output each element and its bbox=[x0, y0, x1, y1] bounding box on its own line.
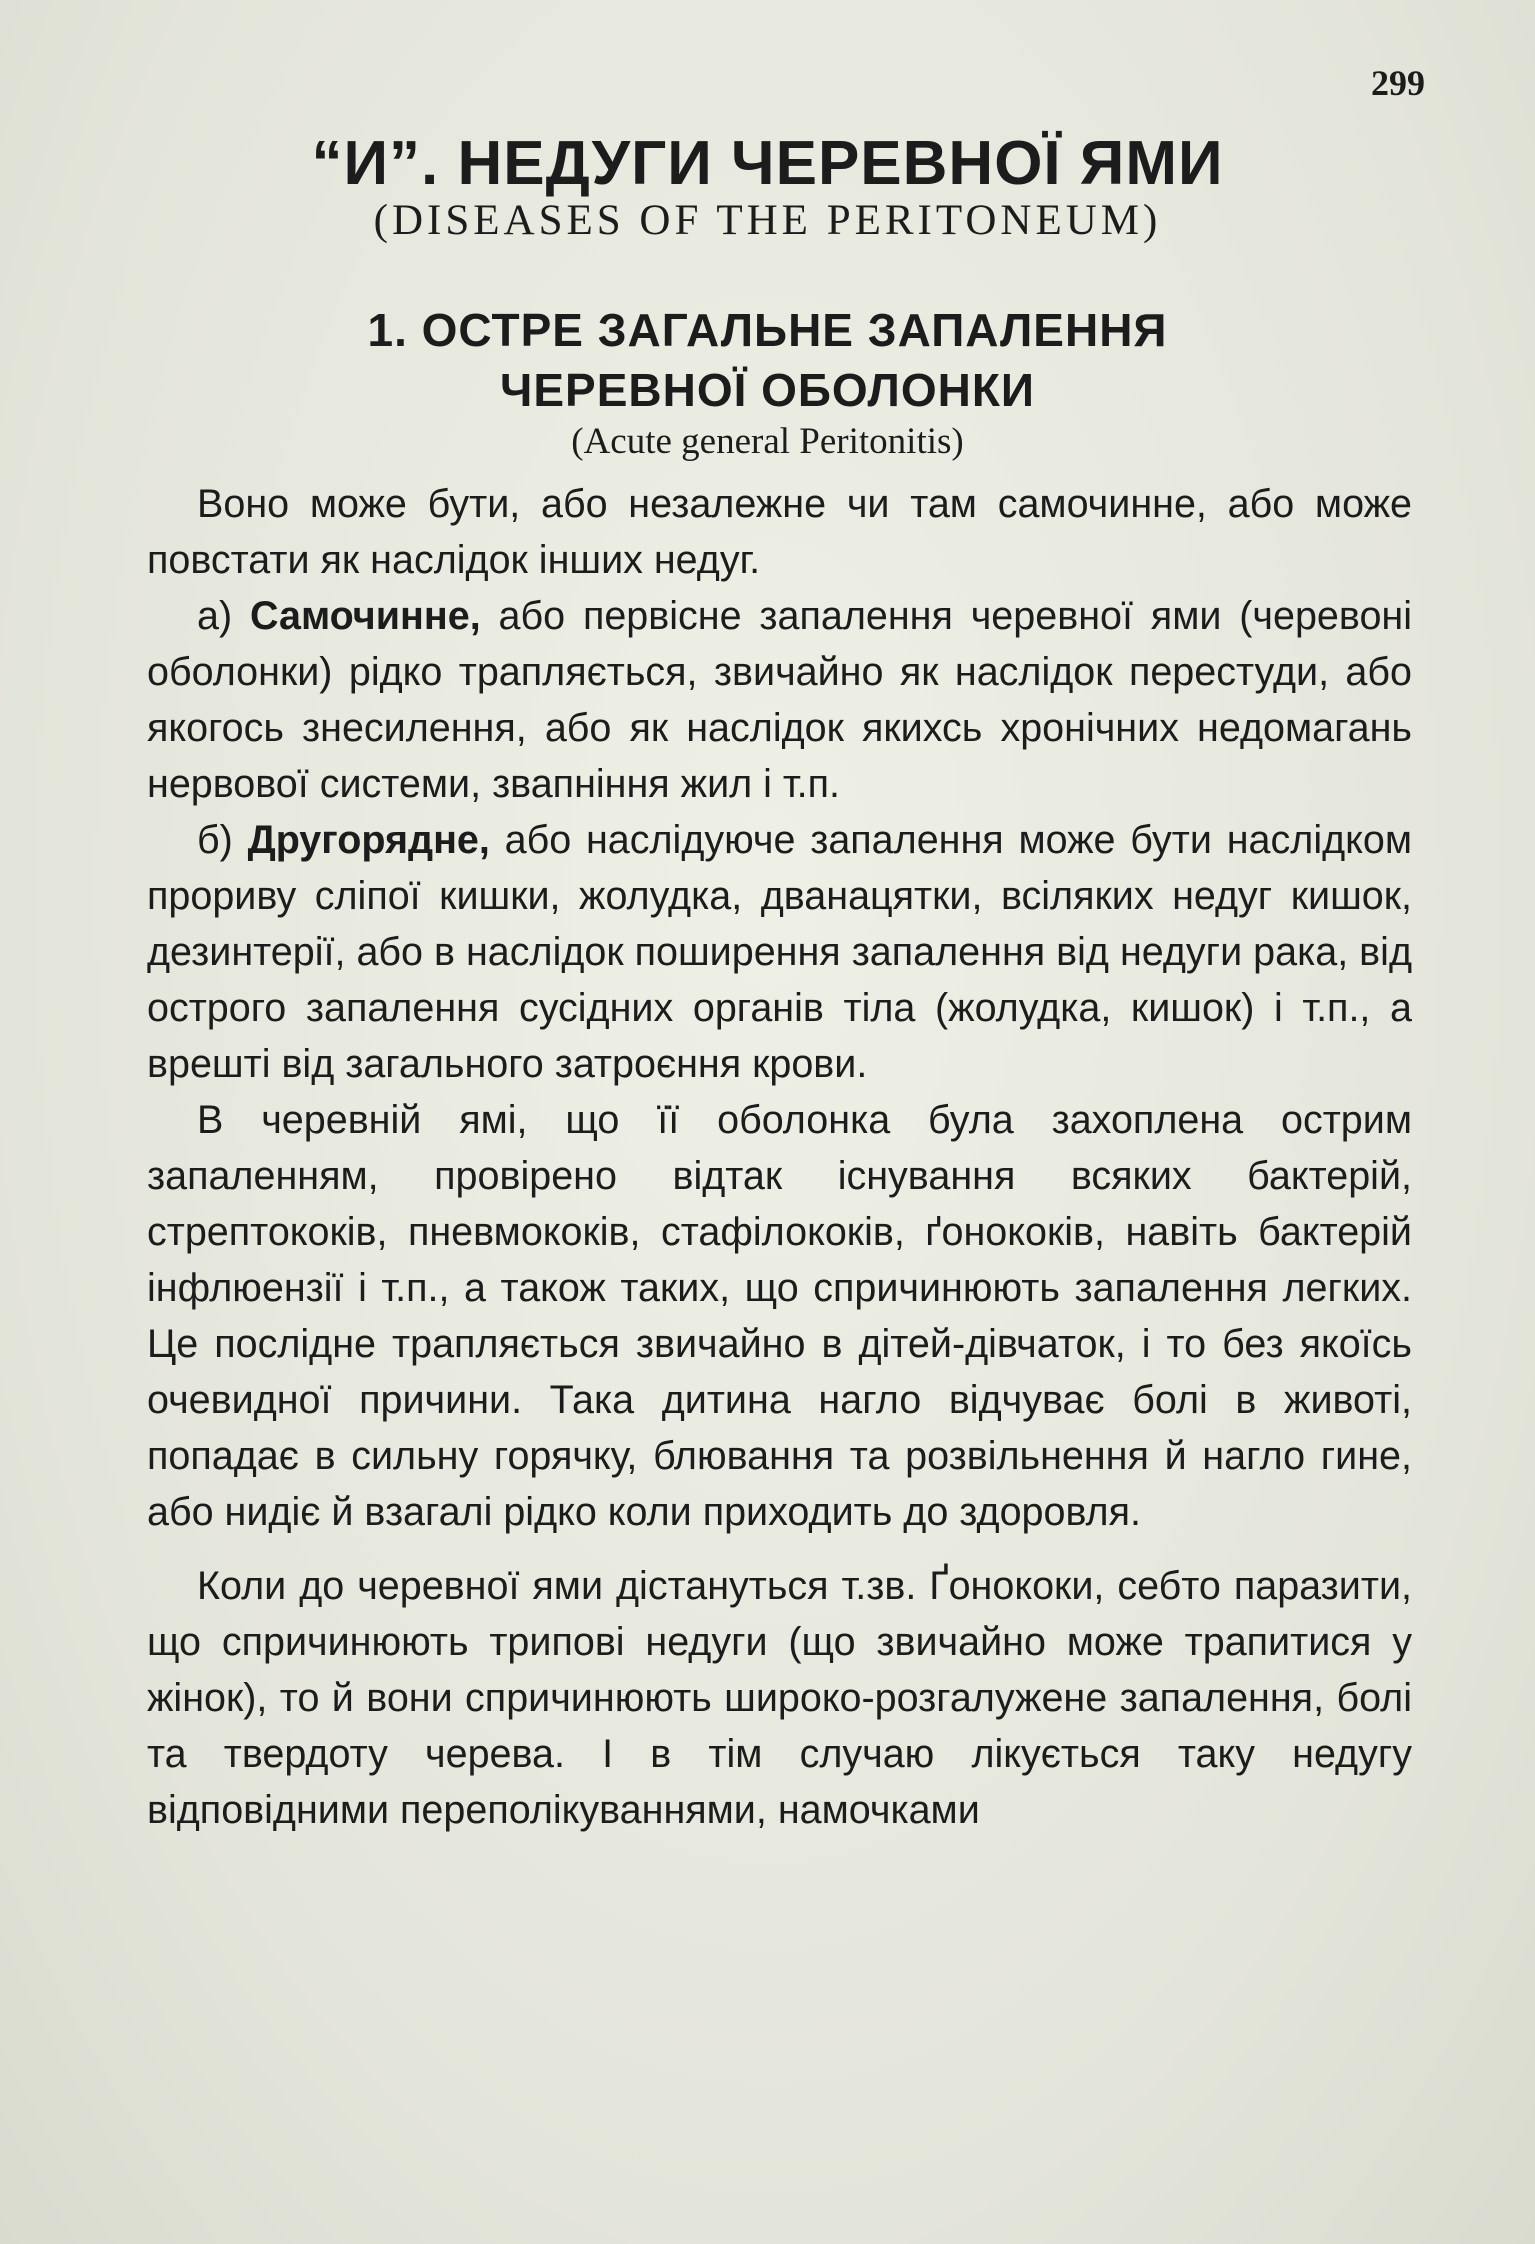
paragraph-2-marker: а) bbox=[197, 594, 250, 638]
section-latin-title: (Acute general Peritonitis) bbox=[571, 421, 964, 462]
paragraph-1: Воно може бути, або незалежне чи там самочинне, або може повстати як наслідок інших недуг. bbox=[147, 482, 1412, 582]
paragraph-4: В черевній ямі, що її оболонка була захоплена острим запаленням, провірено відтак існування всяких бактерій, стрептококів, пневмококів, стафілококів, ґонококів, навіть бактерій інфлюензії і т.п., а також таких, що спричинюють запалення легких. Це послідне трапляється звичайно в дітей-дівчаток, і то без якоїсь очевидної причини. Така дитина нагло відчуває болі в животі, попадає в сильну горячку, блювання та розвільнення й нагло гине, або нидіє й взагалі рідко коли приходить до здоровля. bbox=[147, 1098, 1412, 1534]
chapter-title: “И”. НЕДУГИ ЧЕРЕВНОЇ ЯМИ bbox=[311, 129, 1224, 198]
chapter-subtitle: (DISEASES OF THE PERITONEUM) bbox=[373, 197, 1162, 244]
paragraph-3-text: або наслідуюче запалення може бути наслідком прориву сліпої кишки, жолудка, дванацятки, всіляких недуг кишок, дезинтерії, або в наслідок поширення запалення від недуги рака, від острого запалення сусідних органів тіла (жолудка, кишок) і т.п., а врешті від загального затроєння крови. bbox=[147, 818, 1412, 1086]
paragraph-2 bbox=[147, 588, 1412, 812]
paragraph-3-term: Другорядне, bbox=[247, 818, 490, 862]
section-heading-line1: 1. ОСТРЕ ЗАГАЛЬНЕ ЗАПАЛЕННЯ bbox=[367, 304, 1168, 356]
paragraph-3-marker: б) bbox=[197, 818, 248, 862]
paragraph-3 bbox=[147, 812, 1412, 1092]
page-number: 299 bbox=[1371, 63, 1425, 103]
paragraph-2-term: Самочинне, bbox=[249, 594, 481, 638]
section-heading-line2: ЧЕРЕВНОЇ ОБОЛОНКИ bbox=[500, 364, 1035, 416]
body-text bbox=[147, 476, 1412, 1838]
paragraph-2-text: або первісне запалення черевної ями (черевоні оболонки) рідко трапляється, звичайно як наслідок перестуди, або якогось знесилення, або як наслідок якихсь хронічних недомагань нервової системи, звапніння жил і т.п. bbox=[147, 594, 1412, 806]
paragraph-5: Коли до черевної ями дістануться т.зв. Ґонококи, себто паразити, що спричинюють трипові недуги (що звичайно може трапитися у жінок), то й вони спричинюють широко-розгалужене запалення, болі та твердоту черева. І в тім случаю лікується таку недугу відповідними переполікуваннями, намочками bbox=[147, 1564, 1412, 1832]
section-heading bbox=[0, 300, 1535, 420]
